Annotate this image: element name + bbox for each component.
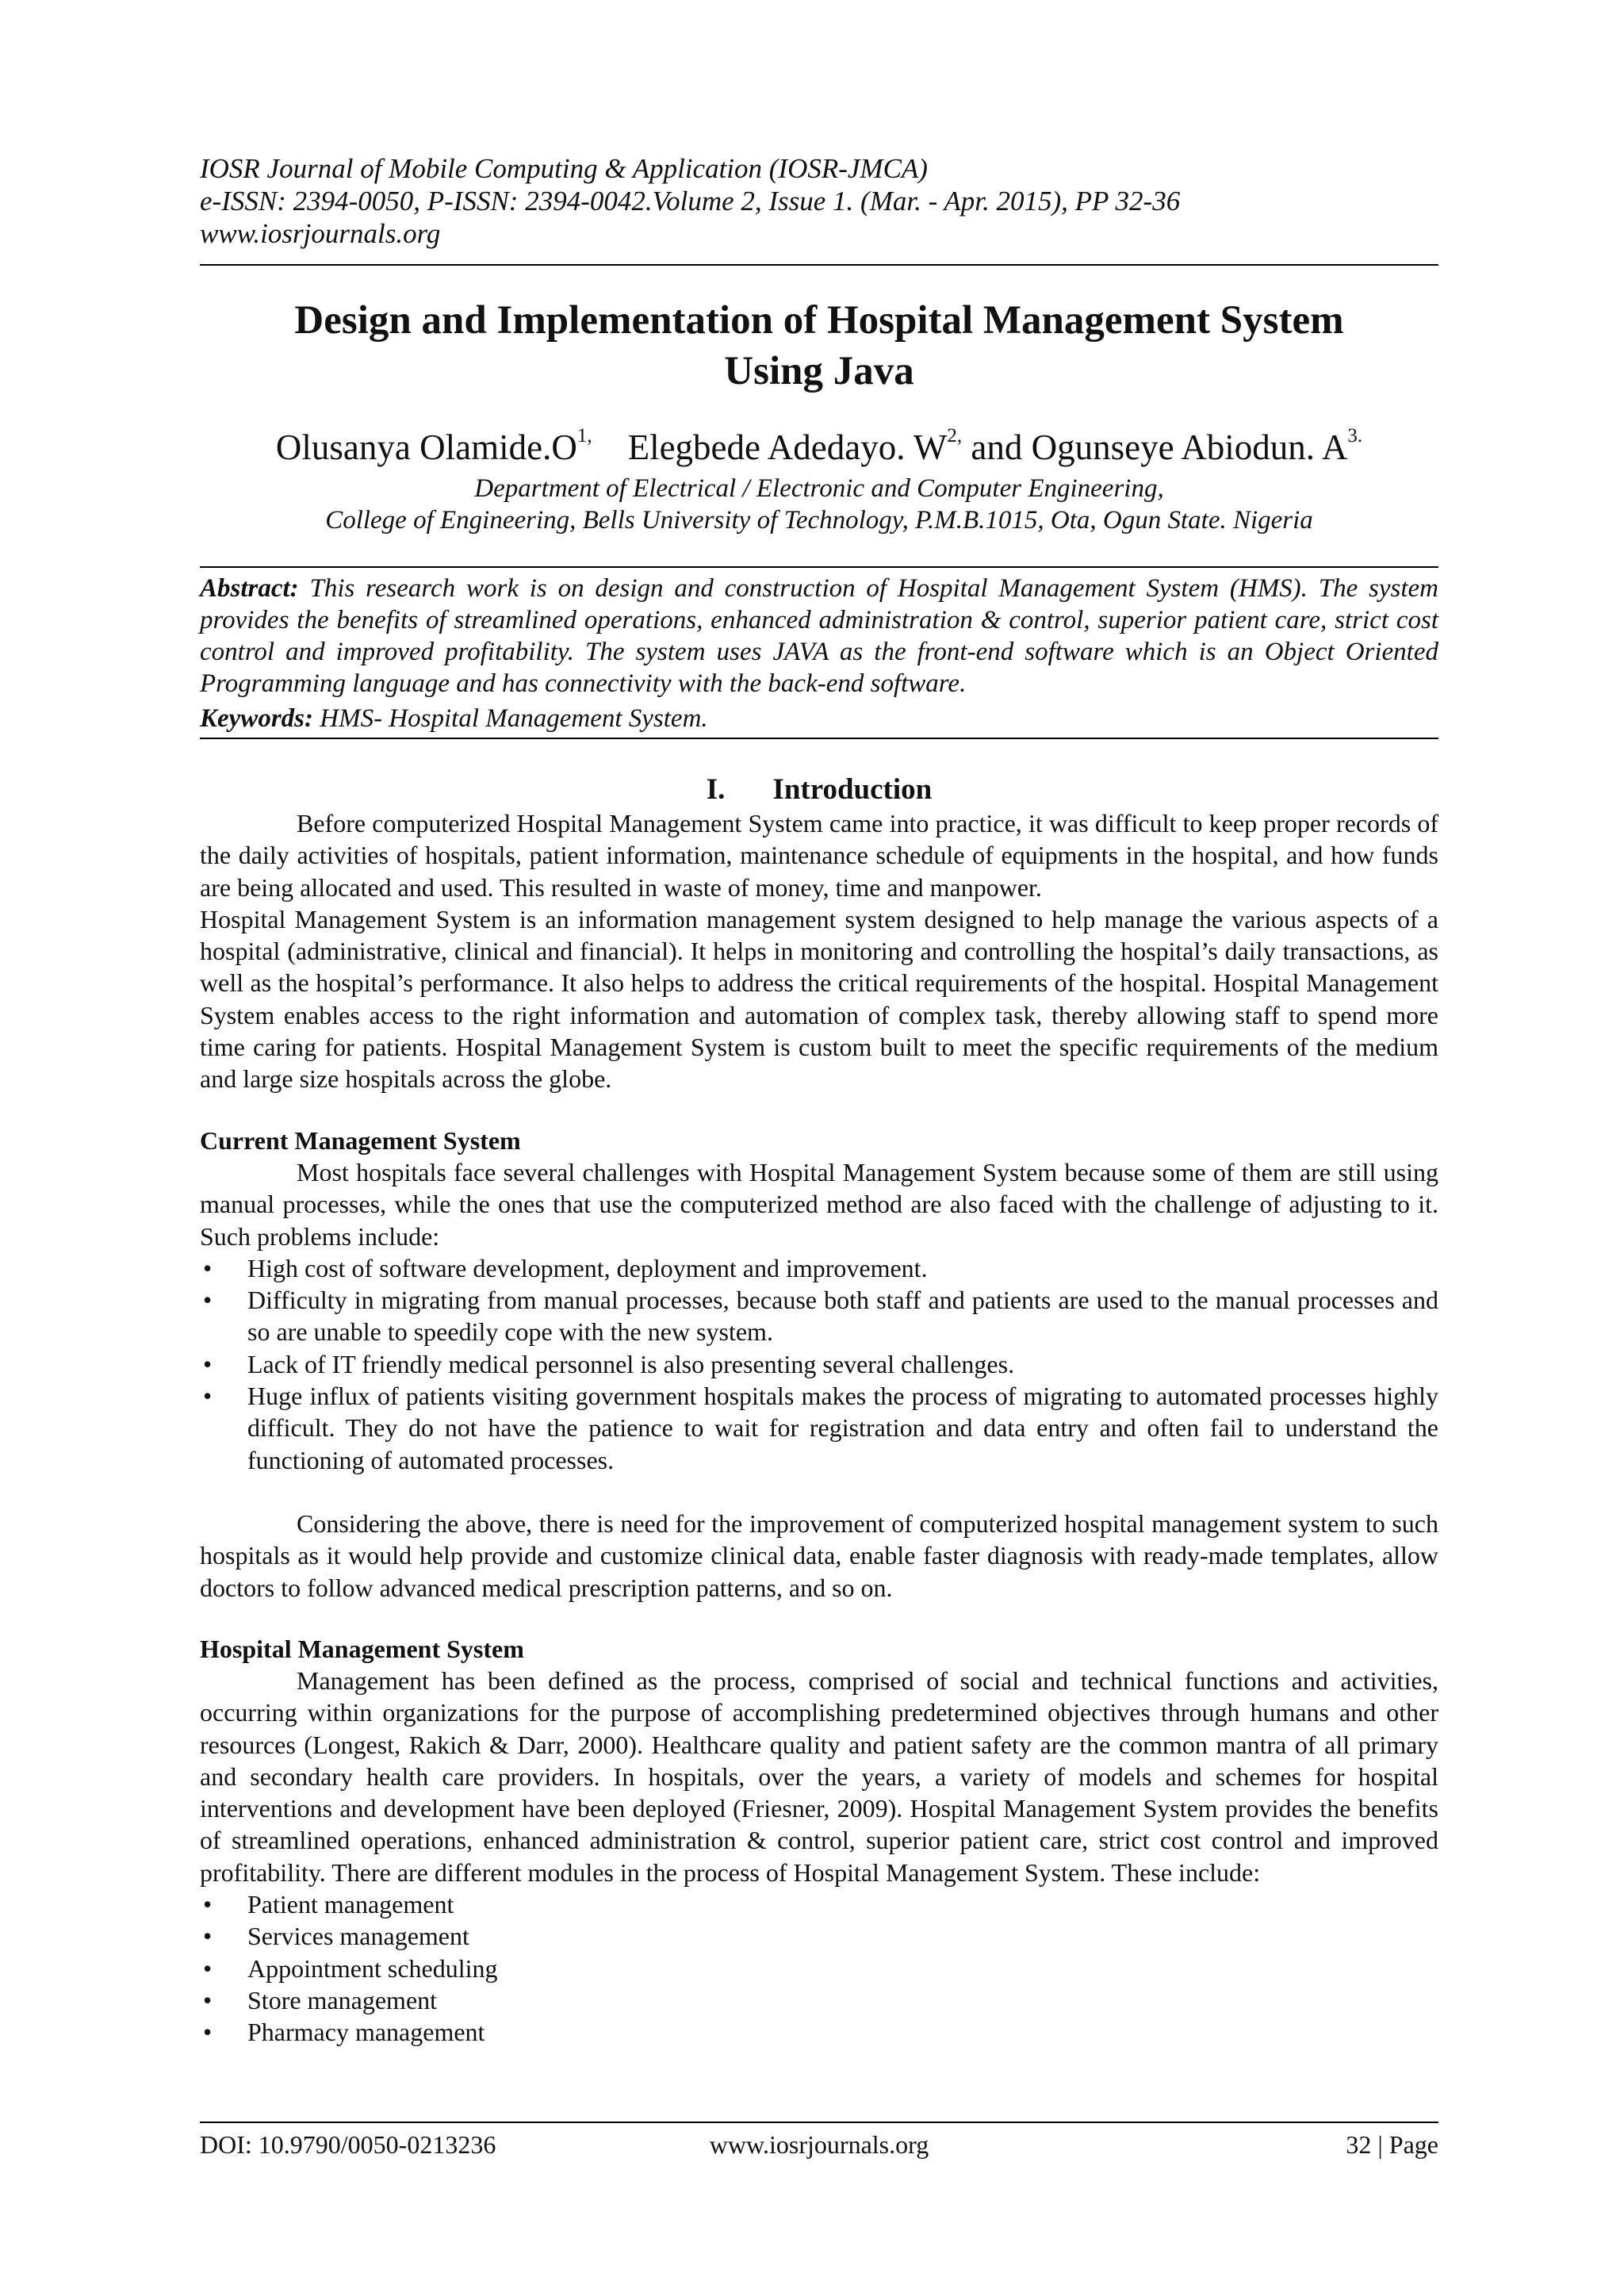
author-2-mark: 2,: [947, 425, 963, 447]
list-item: • Difficulty in migrating from manual processes, because both staff and patients are used to the manual processes and so are unable to speedily cope with the new system.: [200, 1284, 1438, 1348]
list-item: • Store management: [200, 1984, 1438, 2016]
abstract: [200, 573, 1438, 700]
list-item: • Appointment scheduling: [200, 1953, 1438, 1984]
affiliation: [200, 473, 1438, 536]
hms-paragraph-1: Management has been defined as the process, comprised of social and technical functions and activities, occurring within organizations for the purpose of accomplishing predetermined objectives through humans and other resources (Longest, Rakich & Darr, 2000). Healthcare quality and patient safety are the common mantra of all primary and secondary health care providers. In hospitals, over the years, a variety of models and schemes for hospital interventions and development have been deployed (Friesner, 2009). Hospital Management System provides the benefits of streamlined operations, enhanced administration & control, superior patient care, strict cost control and improved profitability. There are different modules in the process of Hospital Management System. These include:: [200, 1666, 1438, 1887]
modules-list: [200, 1888, 1438, 2048]
keywords-label: Keywords:: [200, 704, 313, 733]
hms-section: [200, 1633, 1438, 2049]
affiliation-line-1: Department of Electrical / Electronic and Computer Engineering,: [474, 474, 1164, 503]
title-line-1: Design and Implementation of Hospital Management System: [294, 298, 1344, 343]
author-list: [200, 425, 1438, 470]
paper-title: [200, 295, 1438, 397]
abstract-top-rule: [200, 566, 1438, 568]
footer-page-number: 32 | Page: [1346, 2130, 1438, 2159]
hms-heading: Hospital Management System: [200, 1635, 524, 1663]
current-system-heading: Current Management System: [200, 1126, 521, 1155]
list-item: • Lack of IT friendly medical personnel is also presenting several challenges.: [200, 1348, 1438, 1380]
section-heading-introduction: [200, 772, 1438, 807]
footer-doi: DOI: 10.9790/0050-0213236: [200, 2130, 496, 2159]
author-1-mark: 1,: [576, 425, 592, 447]
abstract-bottom-rule: [200, 738, 1438, 739]
author-1: Olusanya Olamide.O: [275, 427, 577, 467]
introduction-body: [200, 807, 1438, 1095]
abstract-label: Abstract:: [200, 574, 299, 603]
section-number: I.: [706, 773, 726, 806]
abstract-text: This research work is on design and construction of Hospital Management System (HMS). The system provides the benefits of streamlined operations, enhanced administration & control, superior patient care, strict cost control and improved profitability. The system uses JAVA as the front-end software which is an Object Oriented Programming language and has connectivity with the back-end software.: [200, 574, 1438, 698]
journal-issn: e-ISSN: 2394-0050, P-ISSN: 2394-0042.Volume 2, Issue 1. (Mar. - Apr. 2015), PP 32-36: [200, 186, 1181, 217]
journal-header: [200, 152, 1438, 250]
author-3: and Ogunseye Abiodun. A: [971, 427, 1348, 467]
header-rule: [200, 264, 1438, 266]
footer-rule: [200, 2122, 1438, 2123]
intro-paragraph-1: Before computerized Hospital Management System came into practice, it was difficult to keep proper records of the daily activities of hospitals, patient information, maintenance schedule of equipments in the hospital, and how funds are being allocated and used. This resulted in waste of money, time and manpower.: [200, 809, 1438, 902]
list-item: • Patient management: [200, 1888, 1438, 1920]
title-line-2: Using Java: [724, 349, 914, 393]
footer-website: www.iosrjournals.org: [709, 2130, 929, 2159]
author-3-mark: 3.: [1347, 425, 1363, 447]
author-2: Elegbede Adedayo. W: [627, 427, 948, 467]
keywords: [200, 703, 1438, 734]
journal-website: www.iosrjournals.org: [200, 218, 441, 249]
current-system-section: [200, 1125, 1438, 1604]
intro-paragraph-2: Hospital Management System is an information management system designed to help manage the various aspects of a hospital (administrative, clinical and financial). It helps in monitoring and controlling the hospital’s daily transactions, as well as the hospital’s performance. It also helps to address the critical requirements of the hospital. Hospital Management System enables access to the right information and automation of complex task, thereby allowing staff to spend more time caring for patients. Hospital Management System is custom built to meet the specific requirements of the medium and large size hospitals across the globe.: [200, 904, 1438, 1094]
list-item: • Huge influx of patients visiting government hospitals makes the process of migrating to automated processes highly difficult. They do not have the patience to wait for registration and data entry and often fail to understand the functioning of automated processes.: [200, 1380, 1438, 1476]
list-item: • High cost of software development, deployment and improvement.: [200, 1252, 1438, 1284]
journal-name: IOSR Journal of Mobile Computing & Application (IOSR-JMCA): [200, 153, 928, 184]
current-system-paragraph-2: Considering the above, there is need for the improvement of computerized hospital management system to such hospitals as it would help provide and customize clinical data, enable faster diagnosis with ready-made templates, allow doctors to follow advanced medical prescription patterns, and so on.: [200, 1508, 1438, 1602]
affiliation-line-2: College of Engineering, Bells University of Technology, P.M.B.1015, Ota, Ogun State. Nigeria: [325, 506, 1313, 535]
list-item: • Services management: [200, 1920, 1438, 1952]
keywords-text: HMS- Hospital Management System.: [320, 704, 708, 733]
challenges-list: [200, 1252, 1438, 1476]
section-title: Introduction: [772, 773, 933, 806]
list-item: • Pharmacy management: [200, 2016, 1438, 2048]
current-system-paragraph-1: Most hospitals face several challenges with Hospital Management System because some of them are still using manual processes, while the ones that use the computerized method are also faced with the challenge of adjusting to it. Such problems include:: [200, 1158, 1438, 1251]
